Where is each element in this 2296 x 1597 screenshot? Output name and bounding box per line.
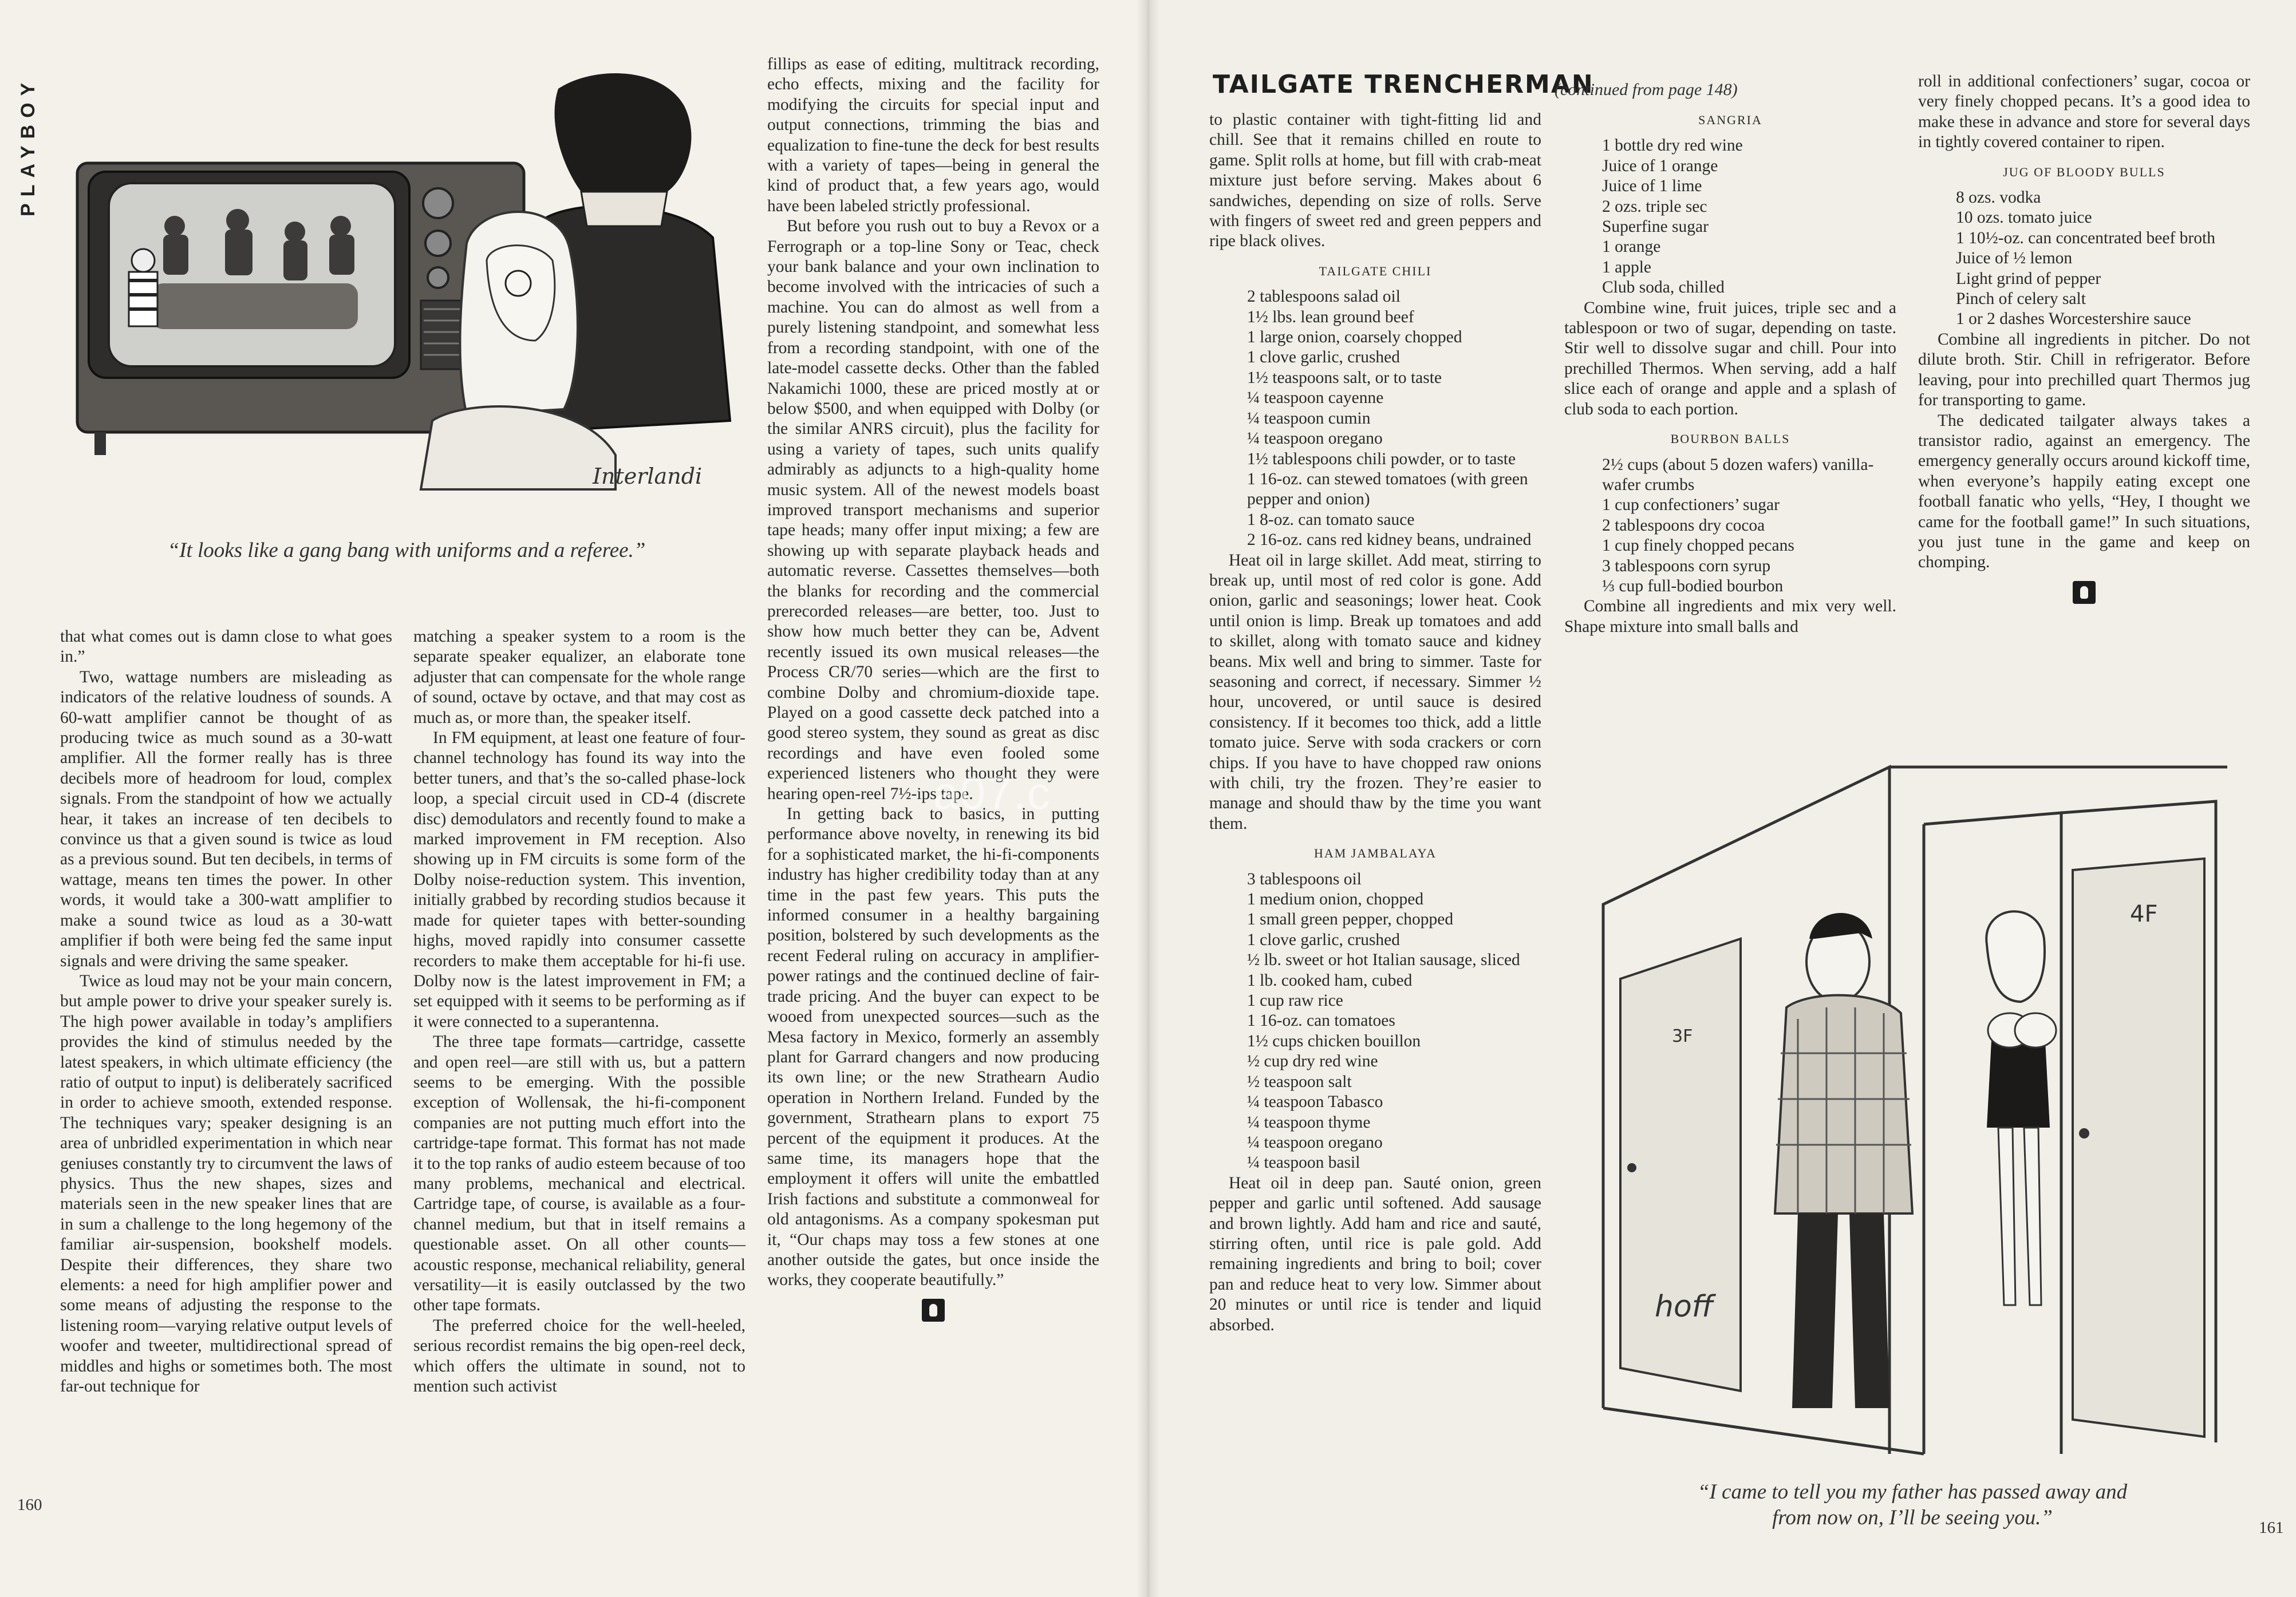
ingredient-item: 1 apple [1602, 258, 1652, 276]
paragraph: The three tape formats—cartridge, cassette and open reel—are still with us, but a pattern seems to be emerging. With the possible exception of Wollensak, the hi-fi-component companies are not putting much effort into the cartridge-tape format. This format has not made it to the top ranks of audio esteem because of too many problems, mechanical and electrical. Cartridge tape, of course, is available as a four-channel medium, but that in itself remains a questionable asset. On all other counts—acoustic response, mechanical reliability, general versatility—it is easily outclassed by the two other tape formats. [413, 1033, 745, 1315]
ingredient-item: 1 large onion, coarsely chopped [1247, 328, 1462, 347]
ingredient-item: 1 cup finely chopped pecans [1602, 536, 1794, 555]
ingredient-item: ¼ teaspoon cayenne [1247, 389, 1384, 408]
ingredient-item: 1 clove garlic, crushed [1247, 930, 1401, 949]
ingredient-item: 2 16-oz. cans red kidney beans, undrained [1247, 531, 1532, 550]
ingredient-item: 1 clove garlic, crushed [1247, 348, 1401, 367]
ingredient-item: 1½ cups chicken bouillon [1247, 1031, 1421, 1050]
ingredient-item: ¼ teaspoon oregano [1247, 1133, 1383, 1152]
continued-note: (continued from page 148) [1555, 80, 1738, 99]
ingredient-item: 1 16-oz. can tomatoes [1247, 1011, 1395, 1030]
recipe-method: Combine all ingredients and mix very well. Shape mixture into small balls and [1564, 597, 1896, 636]
ingredient-item: 1½ teaspoons salt, or to taste [1247, 368, 1442, 387]
ingredient-item: 1 medium onion, chopped [1247, 890, 1424, 909]
ingredient-item: 10 ozs. tomato juice [1956, 208, 2092, 227]
recipe-method: Heat oil in deep pan. Sauté onion, green pepper and garlic until softened. Add sausage and brown lightly. Add ham and rice and sauté, stirring often, until rice is pale gold. Add remaining ingredients and bring to boil; cover pan and reduce heat to very low. Simmer about 20 minutes or until rice is tender and liquid absorbed. [1209, 1173, 1541, 1334]
tv-cartoon-illustration [66, 54, 747, 524]
cartoon-caption-line-2: from now on, I’ll be seeing you.” [1772, 1506, 2053, 1529]
ingredient-item: 1 cup raw rice [1247, 991, 1343, 1010]
ingredient-item: 1 8-oz. can tomato sauce [1247, 510, 1415, 529]
ingredient-item: Pinch of celery salt [1956, 290, 2086, 309]
page-gutter [1137, 0, 1159, 1597]
ingredient-item: 1 bottle dry red wine [1602, 136, 1743, 155]
page-number: 160 [17, 1496, 42, 1514]
ingredient-item: ¼ teaspoon oregano [1247, 429, 1383, 448]
ingredient-item: 8 ozs. vodka [1956, 188, 2041, 207]
cartoon-signature: hoff [1655, 1290, 1714, 1324]
ingredient-item: Superfine sugar [1602, 218, 1709, 236]
paragraph: to plastic container with tight-fitting lid and chill. See that it remains chilled en route to game. Split rolls at home, but fill with crab-meat mixture just before serving. Makes about 6 sandwiches, depending on size of rolls. Serve with fingers of sweet red and green peppers and ripe black olives. [1209, 110, 1541, 251]
closing-paragraph: The dedicated tailgater always takes a transistor radio, against an emergency. The emergency generally occurs around kickoff time, when everyone’s happily eating except one football fanatic who yells, “Hey, I thought we came for the football game!” In such situations, you just tune in the game and keep on chomping. [1918, 411, 2250, 572]
ingredient-item: ¼ teaspoon cumin [1247, 409, 1371, 428]
ingredient-item: ½ teaspoon salt [1247, 1072, 1352, 1091]
paragraph: In getting back to basics, in putting performance above novelty, in renewing its bid for a sophisticated market, the hi-fi-components industry has higher credibility today than at any time in the past few years. This puts the informed consumer in a healthy bargaining position, bolstered by such developments as the recent Federal ruling on accuracy in amplifier-power ratings and the continued decline of fair-trade pricing. And the buyer can expect to be wooed from unexpected sources—such as the Mesa factory in Mexico, formerly an assembly plant for Garrard changers and now producing its own line; or the new Strathearn Audio operation in Northern Ireland. Funded by the government, Strathearn plans to export 75 percent of the equipment it produces. At the same time, its managers hope that the employment it offers will unite the embattled Irish factions and substitute a commonweal for old antagonisms. As a company spokesman put it, “Our chaps may toss a few stones at one another outside the gates, but once inside the works, they cooperate beautifully.” [767, 805, 1099, 1290]
playboy-bunny-end-mark [2073, 581, 2096, 604]
recipe-heading-bourbon-balls: BOURBON BALLS [1670, 432, 1790, 446]
ingredient-item: 1 16-oz. can stewed tomatoes (with green pepper and onion) [1247, 469, 1528, 509]
ingredient-item: 3 tablespoons corn syrup [1602, 556, 1771, 575]
ingredient-item: 1 10½-oz. can concentrated beef broth [1956, 228, 2215, 247]
recipe-heading-sangria: SANGRIA [1698, 113, 1762, 127]
paragraph: But before you rush out to buy a Revox or a Ferrograph or a top-line Sony or Teac, check your bank balance and your own inclination to become involved with the intricacies of such a machine. You can do almost as well from a purely listening standpoint, and somewhat less from a recording standpoint, with one of the late-model cassette decks. Other than the fabled Nakamichi 1000, these are priced mostly at or below $500, and when equipped with Dolby (or the similar ANRS circuit), plus the facility for using a variety of tapes, such units qualify admirably as adjuncts to a high-quality home music system. All of the newest models boast improved transport mechanisms and superior tape heads; many offer input mixing; a few are showing up with separate playback heads and automatic reverse. Cassettes themselves—both the blanks for recording and the commercial prerecorded releases—are better, too. Just to show how much better they can be, Advent recently issued its own musical releases—the Process CR/70 series—which are the first to combine Dolby and chromium-dioxide tape. Played on a good cassette deck patched into a good stereo system, they sound as great as disc recordings and have even fooled some experienced listeners who thought they were hearing open-reel 7½-ips tape. [767, 217, 1099, 803]
ingredient-list-bloody-bulls [1936, 188, 2250, 330]
recipe-method: Heat oil in large skillet. Add meat, stirring to break up, until most of red color is gone. Add onion, garlic and seasonings; lower heat. Cook until onion is limp. Break up tomatoes and add to skillet, along with tomato sauce and kidney beans. Mix well and bring to simmer. Taste for seasoning and correct, if necessary. Simmer ½ hour, uncovered, or until sauce is desired consistency. If it becomes too thick, add a little tomato juice. Serve with soda crackers or corn chips. If you have to have chopped raw onions with chili, try the frozen. They’re easier to manage and should thaw by the time you want them. [1209, 551, 1541, 833]
recipe-heading-bloody-bulls: JUG OF BLOODY BULLS [2003, 164, 2165, 179]
ingredient-item: 2 tablespoons dry cocoa [1602, 516, 1765, 535]
ingredient-list-chili [1228, 287, 1541, 550]
paragraph: The preferred choice for the well-heeled, serious recordist remains the big open-reel deck, which offers the ultimate in sound, not to mention such activist [413, 1316, 745, 1396]
paragraph: In FM equipment, at least one feature of four-channel technology has found its way into the better tuners, and that’s the so-called phase-lock loop, a special circuit used in CD-4 (discrete disc) demodulators and recently found to make a marked improvement in FM reception. Also showing up in FM circuits is some form of the Dolby noise-reduction system. This invention, initially grabbed by recording studios because it made for quieter tapes with better-sounding highs, moved rapidly into consumer cassette recorders to make them acceptable for hi-fi use. Dolby now is the latest improvement in FM; a set equipped with it seems to be performing as if it were connected to a superantenna. [413, 729, 745, 1031]
ingredient-list-sangria [1583, 136, 1896, 298]
ingredient-item: 1 or 2 dashes Worcestershire sauce [1956, 310, 2191, 329]
ingredient-item: 3 tablespoons oil [1247, 869, 1362, 888]
recipe-heading-jambalaya: HAM JAMBALAYA [1313, 846, 1437, 861]
door-label-3f: 3F [1672, 1026, 1693, 1046]
door-cartoon-illustration [1569, 733, 2256, 1460]
playboy-bunny-end-mark [922, 1299, 945, 1322]
ingredient-item: Light grind of pepper [1956, 269, 2101, 288]
recipe-column-2 [1564, 110, 1896, 637]
ingredient-item: Juice of 1 orange [1602, 156, 1718, 175]
ingredient-item: ½ lb. sweet or hot Italian sausage, sliced [1247, 951, 1520, 970]
recipe-column-1 [1209, 110, 1541, 1335]
ingredient-item: ⅓ cup full-bodied bourbon [1602, 576, 1784, 595]
playboy-sidebar-logo: PLAYBOY [17, 76, 39, 216]
ingredient-item: ¼ teaspoon Tabasco [1247, 1093, 1383, 1112]
ingredient-item: 2 ozs. triple sec [1602, 197, 1707, 216]
article-column-1 [60, 627, 392, 1397]
ingredient-list-bourbon-balls [1583, 455, 1896, 597]
ingredient-item: 1 small green pepper, chopped [1247, 910, 1454, 929]
ingredient-item: ½ cup dry red wine [1247, 1052, 1378, 1071]
ingredient-item: 1½ tablespoons chili powder, or to taste [1247, 449, 1516, 468]
ingredient-item: 1 lb. cooked ham, cubed [1247, 971, 1413, 990]
ingredient-item: 2 tablespoons salad oil [1247, 287, 1401, 306]
ingredient-item: ¼ teaspoon basil [1247, 1153, 1360, 1172]
paragraph: Two, wattage numbers are misleading as indicators of the relative loudness of sounds. A 60-watt amplifier cannot be thought of as producing twice as much sound as a 30-watt amplifier. All the former really has is three decibels more of headroom for loud, complex signals. From the standpoint of how we actually hear, it takes an increase of ten decibels to convince us that a given sound is twice as loud as a previous sound. But ten decibels, in terms of wattage, means ten times the power. In other words, it would take a 300-watt amplifier to make a sound twice as loud as a 30-watt amplifier if both were being fed the same input signals and were driving the same speaker. [60, 667, 392, 970]
cartoon-signature: Interlandi [593, 464, 703, 489]
paragraph: matching a speaker system to a room is the separate speaker equalizer, an elaborate tone adjuster that can compensate for the whole range of sound, octave by octave, and that may cost as much as, or more than, the speaker itself. [413, 627, 745, 727]
watermark: a07.c [933, 768, 1051, 819]
ingredient-item: 1 cup confectioners’ sugar [1602, 496, 1780, 515]
page-number: 161 [2259, 1519, 2284, 1537]
paragraph: fillips as ease of editing, multitrack recording, echo effects, mixing and the facility for modifying the circuits for special input and output connections, trimming the bias and equalization to fine-tune the deck for best results with a variety of tapes—being in general the kind of product that, a few years ago, would have been labeled strictly professional. [767, 55, 1099, 215]
door-label-4f: 4F [2130, 901, 2158, 927]
recipe-column-3 [1918, 72, 2250, 604]
ingredient-item: 1½ lbs. lean ground beef [1247, 307, 1414, 326]
ingredient-item: 1 orange [1602, 238, 1661, 256]
paragraph: roll in additional confectioners’ sugar, cocoa or very finely chopped pecans. It’s a good idea to make these in advance and store for several days in tightly covered container to ripen. [1918, 72, 2250, 152]
article-column-3 [767, 54, 1099, 1322]
cartoon-caption: “It looks like a gang bang with uniforms and a referee.” [167, 539, 646, 562]
cartoon-caption-line-1: “I came to tell you my father has passed away and [1697, 1480, 2128, 1504]
ingredient-item: ¼ teaspoon thyme [1247, 1113, 1371, 1132]
ingredient-item: Juice of ½ lemon [1956, 249, 2073, 268]
article-column-2 [413, 627, 745, 1397]
recipe-heading-chili: TAILGATE CHILI [1319, 263, 1432, 278]
ingredient-item: Juice of 1 lime [1602, 177, 1702, 196]
ingredient-list-jambalaya [1228, 869, 1541, 1173]
ingredient-item: Club soda, chilled [1602, 278, 1725, 297]
paragraph: Twice as loud may not be your main concern, but ample power to drive your speaker surely is. The high power available in today’s amplifiers provides the kind of stimulus needed by the latest speakers, in which ultimate efficiency (the ratio of output to input) is deliberately sacrificed in order to achieve smooth, extended response. The techniques vary; speaker designing is an area of unbridled experimentation in which near geniuses constantly try to circumvent the laws of physics. Thus the new shapes, sizes and materials seen in the new speaker lines that are in sum a challenge to the long hegemony of the familiar air-suspension, bookshelf models. Despite their differences, they share two elements: a need for high amplifier power and some means of adjusting the response to the listening room—varying relative output levels of woofer and tweeter, multidirectional spread of middles and highs or sometimes both. The most far-out technique for [60, 971, 392, 1396]
article-title: TAILGATE TRENCHERMAN [1213, 70, 1594, 99]
recipe-method: Combine all ingredients in pitcher. Do not dilute broth. Stir. Chill in refrigerator. Before leaving, pour into prechilled quart Thermos jug for transporting to game. [1918, 330, 2250, 410]
ingredient-item: 2½ cups (about 5 dozen wafers) vanilla-wafer crumbs [1602, 455, 1874, 494]
paragraph: that what comes out is damn close to what goes in.” [60, 627, 392, 666]
recipe-method: Combine wine, fruit juices, triple sec and a tablespoon or two of sugar, depending on taste. Stir well to dissolve sugar and chill. Pour into prechilled Thermos. When serving, add a half slice each of orange and apple and a splash of club soda to each portion. [1564, 298, 1896, 418]
